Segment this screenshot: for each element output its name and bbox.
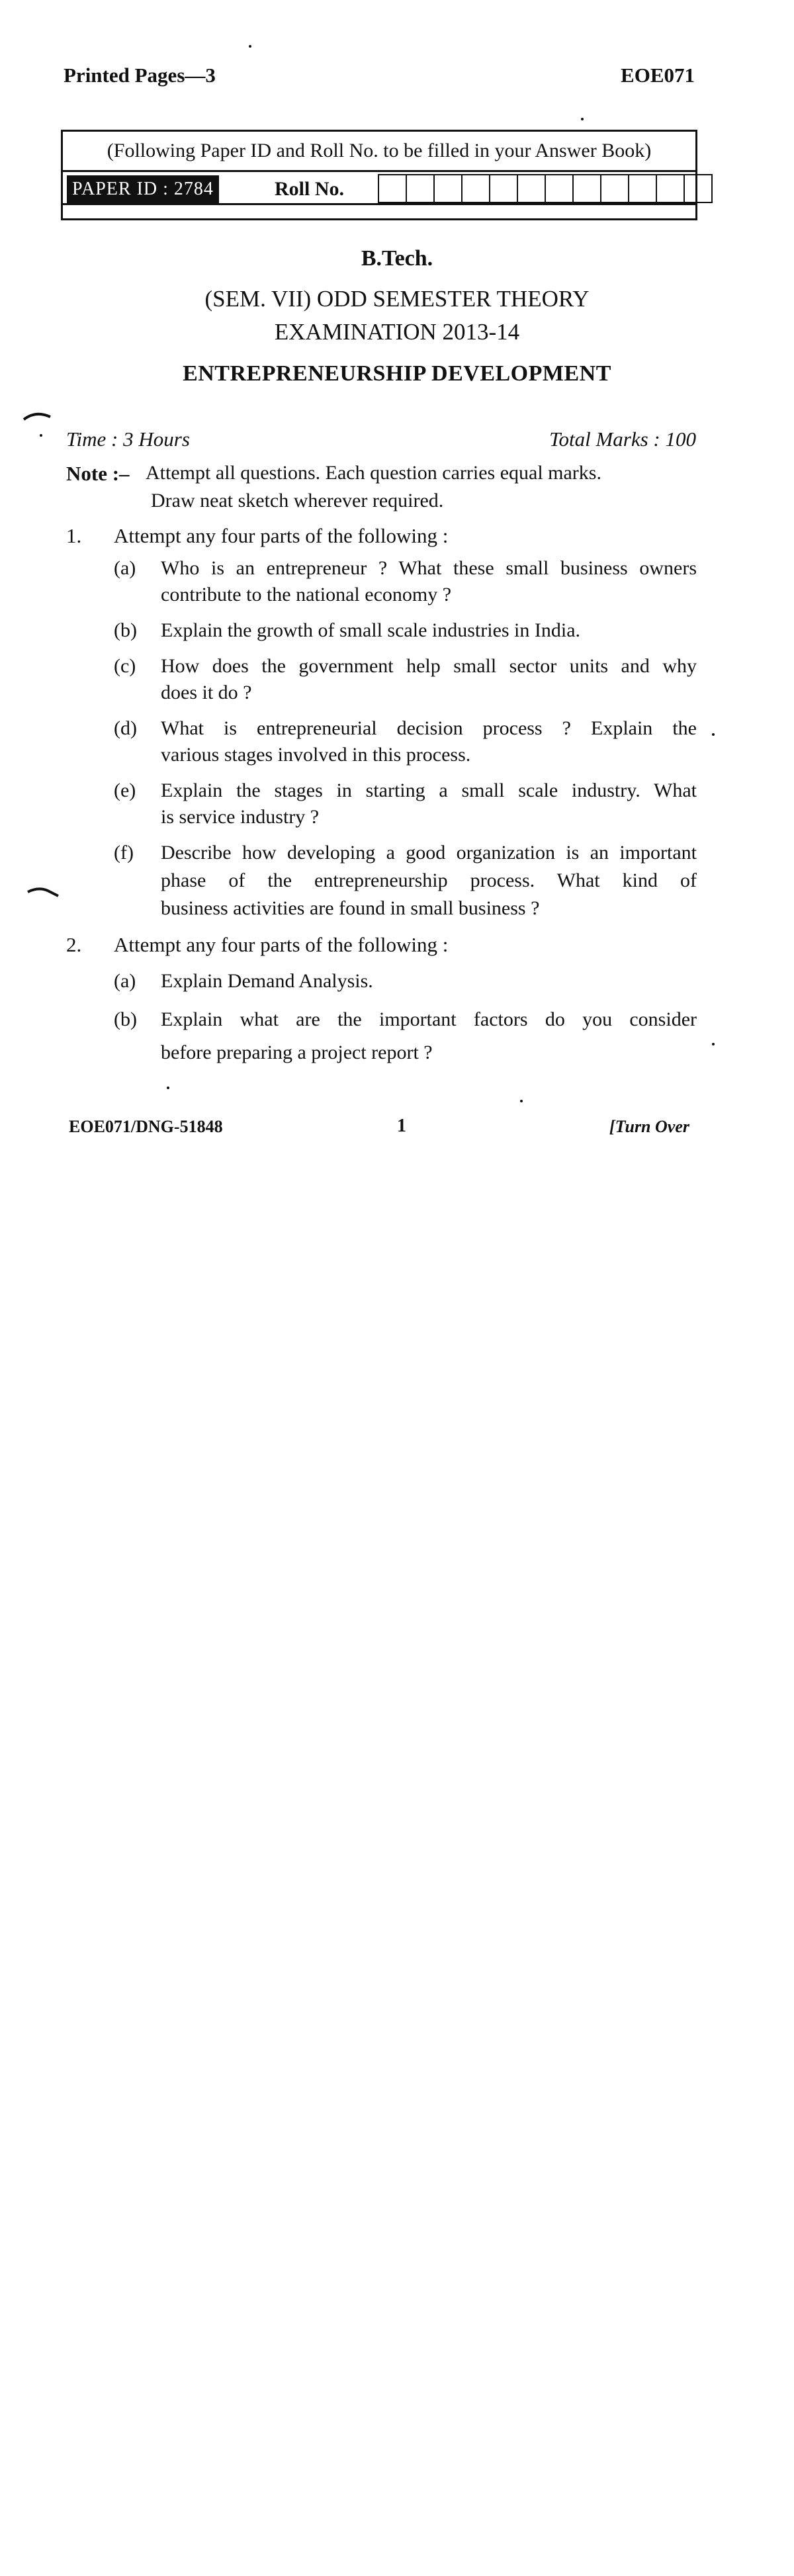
- part-text: Explain what are the important factors do you consider: [161, 1008, 697, 1030]
- scan-dot-icon: [711, 1042, 717, 1048]
- part-text: Explain Demand Analysis.: [161, 970, 373, 992]
- roll-no-cell: [628, 174, 657, 203]
- part-label: (b): [114, 1008, 137, 1030]
- roll-no-cell: [378, 174, 407, 203]
- question-instruction: Attempt any four parts of the following :: [114, 933, 449, 956]
- part-text: various stages involved in this process.: [161, 744, 471, 766]
- note-line-2: Draw neat sketch wherever required.: [151, 490, 444, 511]
- roll-no-cell: [433, 174, 463, 203]
- page-number: 1: [397, 1116, 406, 1136]
- scan-dot-icon: [580, 116, 586, 123]
- part-text: business activities are found in small business ?: [161, 897, 540, 919]
- part-label: (b): [114, 619, 137, 641]
- part-label: (f): [114, 842, 134, 864]
- part-text: Explain the stages in starting a small scale industry. What: [161, 779, 697, 801]
- roll-no-cell: [461, 174, 490, 203]
- scan-dot-icon: [165, 1085, 172, 1092]
- part-text: What is entrepreneurial decision process ? Explain the: [161, 717, 697, 739]
- part-text: Who is an entrepreneur ? What these small business owners: [161, 557, 697, 579]
- printed-pages: Printed Pages—3: [64, 64, 216, 87]
- part-label: (d): [114, 717, 137, 739]
- part-text: contribute to the national economy ?: [161, 584, 452, 605]
- roll-no-cell: [489, 174, 518, 203]
- paper-id-roll-box: [61, 130, 697, 220]
- roll-no-boxes: [379, 174, 713, 203]
- part-text: Describe how developing a good organization is an important: [161, 842, 697, 864]
- part-text: phase of the entrepreneurship process. What kind of: [161, 869, 697, 891]
- part-label: (a): [114, 557, 136, 579]
- part-text: does it do ?: [161, 682, 252, 703]
- subject-title: ENTREPRENEURSHIP DEVELOPMENT: [183, 361, 611, 386]
- note-label: Note :–: [66, 462, 130, 485]
- part-label: (a): [114, 970, 136, 992]
- roll-no-cell: [656, 174, 685, 203]
- roll-no-cell: [684, 174, 713, 203]
- id-box-instruction: (Following Paper ID and Roll No. to be filled in your Answer Book): [63, 132, 695, 172]
- question-instruction: Attempt any four parts of the following :: [114, 524, 449, 547]
- examination-line: EXAMINATION 2013-14: [274, 319, 520, 345]
- note-line-1: Attempt all questions. Each question carries equal marks.: [146, 462, 601, 484]
- scan-mark-icon: [21, 401, 61, 441]
- roll-no-cell: [572, 174, 601, 203]
- part-text: is service industry ?: [161, 806, 320, 828]
- id-box-fields: [63, 172, 695, 205]
- course-title: B.Tech.: [361, 246, 433, 271]
- part-text: Explain the growth of small scale industries in India.: [161, 619, 581, 641]
- scan-dot-icon: [247, 44, 254, 50]
- turn-over: [Turn Over: [609, 1117, 689, 1136]
- part-text: before preparing a project report ?: [161, 1042, 433, 1063]
- roll-no-label: Roll No.: [275, 178, 344, 200]
- footer-code: EOE071/DNG-51848: [69, 1117, 223, 1136]
- roll-no-cell: [600, 174, 629, 203]
- total-marks: Total Marks : 100: [549, 427, 696, 451]
- part-text: How does the government help small sector units and why: [161, 655, 697, 677]
- roll-no-cell: [517, 174, 546, 203]
- question-number: 1.: [66, 524, 82, 547]
- semester-line: (SEM. VII) ODD SEMESTER THEORY: [204, 286, 590, 312]
- scan-mark-icon: [25, 883, 65, 903]
- roll-no-cell: [545, 174, 574, 203]
- time-allowed: Time : 3 Hours: [66, 427, 190, 451]
- paper-id-label: PAPER ID : 2784: [67, 175, 219, 203]
- part-label: (e): [114, 779, 136, 801]
- paper-code: EOE071: [621, 64, 695, 87]
- part-label: (c): [114, 655, 136, 677]
- roll-no-cell: [406, 174, 435, 203]
- scan-dot-icon: [519, 1098, 525, 1105]
- scan-dot-icon: [711, 732, 717, 738]
- id-box-bottom-strip: [63, 203, 695, 218]
- question-number: 2.: [66, 933, 82, 956]
